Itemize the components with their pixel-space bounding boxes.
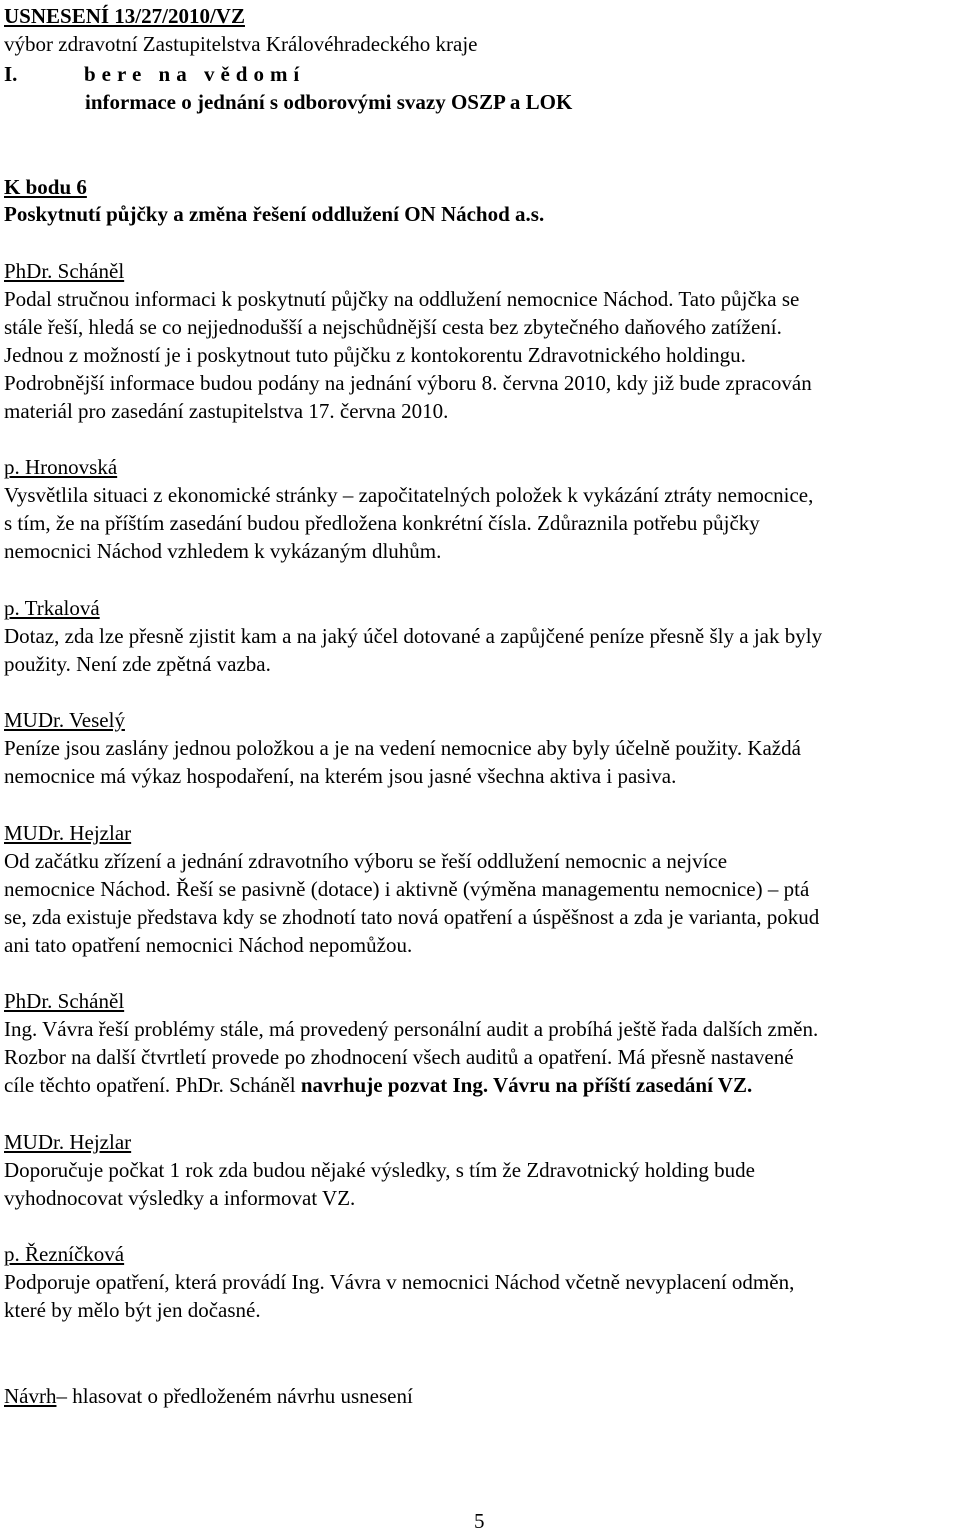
speech-line: s tím, že na příštím zasedání budou předložena konkrétní čísla. Zdůraznila potřebu půjčky	[4, 511, 760, 535]
decision-line	[4, 61, 306, 87]
speech-line: Rozbor na další čtvrtletí provede po zhodnocení všech auditů a opatření. Má přesně nastavené	[4, 1045, 794, 1069]
speech-line: Ing. Vávra řeší problémy stále, má provedený personální audit a probíhá ještě řada dalších změn.	[4, 1017, 819, 1041]
speaker-name: p. Řezníčková	[4, 1242, 125, 1266]
speech-line: se, zda existuje představa kdy se zhodnotí tato nová opatření a úspěšnost a zda je varianta, pokud	[4, 905, 820, 929]
speech-line: nemocnice Náchod. Řeší se pasivně (dotace) i aktivně (výměna managementu nemocnice) – ptá	[4, 877, 810, 901]
resolution-title: USNESENÍ 13/27/2010/VZ	[4, 4, 245, 28]
speech-line: Podporuje opatření, která provádí Ing. Vávra v nemocnici Náchod včetně nevyplacení odměn,	[4, 1270, 795, 1294]
speech-line: Od začátku zřízení a jednání zdravotního výboru se řeší oddlužení nemocnic a nejvíce	[4, 849, 728, 873]
speech-line: Doporučuje počkat 1 rok zda budou nějaké výsledky, s tím že Zdravotnický holding bude	[4, 1158, 755, 1182]
speech-line-plain: cíle těchto opatření. PhDr. Scháněl	[4, 1073, 301, 1097]
speaker-name: p. Trkalová	[4, 596, 100, 620]
speaker-name: PhDr. Scháněl	[4, 259, 125, 283]
proposal-label: Návrh	[4, 1384, 57, 1408]
page-number: 5	[474, 1509, 485, 1533]
speech-line: vyhodnocovat výsledky a informovat VZ.	[4, 1186, 356, 1210]
decision-word: bere na vědomí	[84, 62, 306, 86]
proposal-text: – hlasovat o předloženém návrhu usnesení	[56, 1384, 413, 1408]
speech-line: Podal stručnou informaci k poskytnutí půjčky na oddlužení nemocnice Náchod. Tato půjčka se	[4, 287, 800, 311]
agenda-item-title: Poskytnutí půjčky a změna řešení oddlužení ON Náchod a.s.	[4, 202, 545, 226]
speech-line: Podrobnější informace budou podány na jednání výboru 8. června 2010, kdy již bude zpracován	[4, 371, 812, 395]
speech-line: ani tato opatření nemocnici Náchod nepomůžou.	[4, 933, 413, 957]
decision-subject: informace o jednání s odborovými svazy OSZP a LOK	[85, 90, 573, 114]
point-number: I.	[4, 62, 18, 86]
speech-line: Vysvětlila situaci z ekonomické stránky – započitatelných položek k vykázání ztráty nemocnice,	[4, 483, 814, 507]
committee-name: výbor zdravotní Zastupitelstva Královéhradeckého kraje	[4, 32, 478, 56]
proposal-line	[4, 1383, 413, 1409]
speech-line: použity. Není zde zpětná vazba.	[4, 652, 271, 676]
speech-line: Jednou z možností je i poskytnout tuto půjčku z kontokorentu Zdravotnického holdingu.	[4, 343, 746, 367]
speaker-name: MUDr. Hejzlar	[4, 821, 132, 845]
speaker-name: MUDr. Hejzlar	[4, 1130, 132, 1154]
speech-line: nemocnici Náchod vzhledem k vykázaným dluhům.	[4, 539, 442, 563]
speech-line	[4, 1072, 752, 1098]
speaker-name: PhDr. Scháněl	[4, 989, 125, 1013]
speech-line-bold: navrhuje pozvat Ing. Vávru na příští zasedání VZ.	[300, 1073, 753, 1097]
speech-line: Peníze jsou zaslány jednou položkou a je na vedení nemocnice aby byly účelně použity. Každá	[4, 736, 801, 760]
speech-line: které by mělo být jen dočasné.	[4, 1298, 261, 1322]
speech-line: materiál pro zasedání zastupitelstva 17. června 2010.	[4, 399, 449, 423]
speaker-name: p. Hronovská	[4, 455, 118, 479]
agenda-item-label: K bodu 6	[4, 175, 87, 199]
speech-line: nemocnice má výkaz hospodaření, na kterém jsou jasné všechna aktiva i pasiva.	[4, 764, 677, 788]
speaker-name: MUDr. Veselý	[4, 708, 125, 732]
speech-line: stále řeší, hledá se co nejjednodušší a nejschůdnější cesta bez zbytečného daňového zatížení.	[4, 315, 782, 339]
speech-line: Dotaz, zda lze přesně zjistit kam a na jaký účel dotované a zapůjčené peníze přesně šly a jak byly	[4, 624, 823, 648]
